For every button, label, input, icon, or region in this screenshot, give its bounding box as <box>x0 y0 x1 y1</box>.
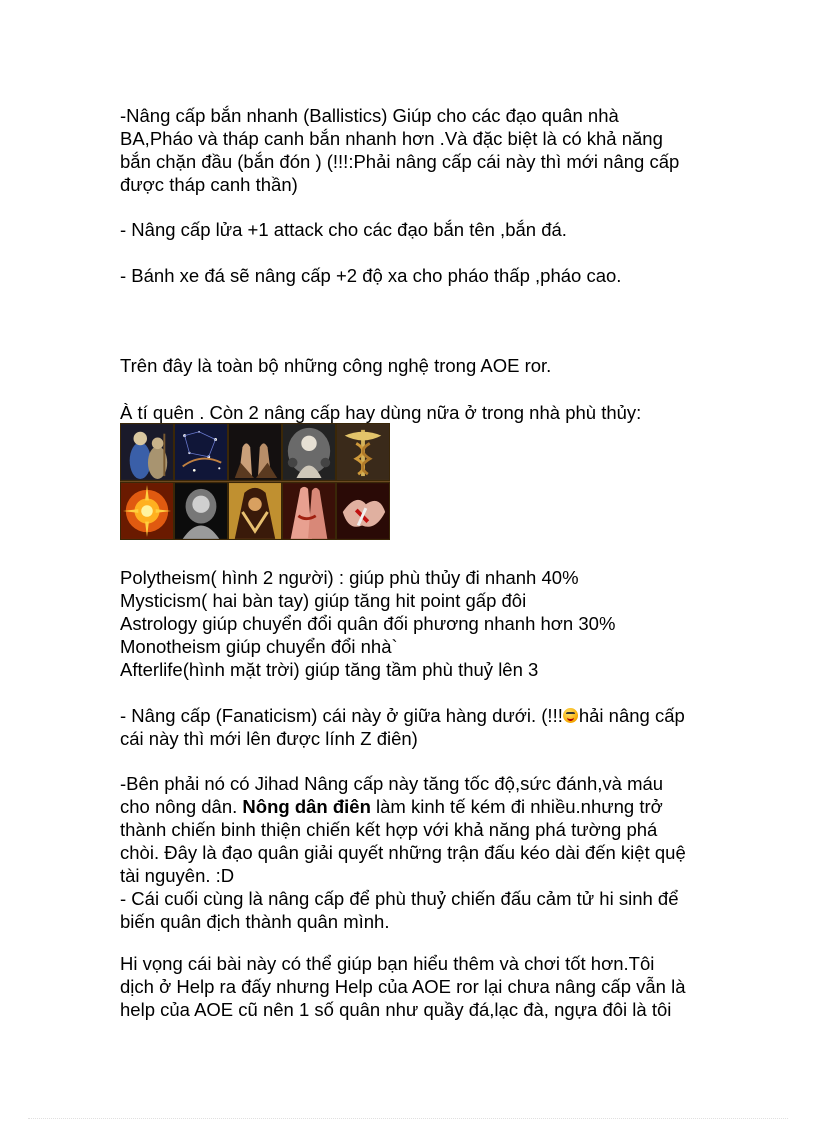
mysticism-icon <box>228 423 282 481</box>
astrology-icon <box>174 423 228 481</box>
text-line: -Nâng cấp bắn nhanh (Ballistics) Giúp cho các đạo quân nhà <box>120 105 619 126</box>
text-line: cái này thì mới lên được lính Z điên) <box>120 728 418 749</box>
temple-tech-list <box>120 566 720 681</box>
sacrifice-icon <box>282 482 336 540</box>
text-line: BA,Pháo và tháp canh bắn nhanh hơn .Và đặc biệt là có khả năng <box>120 128 663 149</box>
fanaticism-text-b: hải nâng cấp <box>578 705 685 726</box>
wheel-paragraph <box>120 264 720 287</box>
polytheism-icon <box>120 423 174 481</box>
text-line: thành chiến binh thiện chiến kết hợp với khả năng phá tường phá <box>120 819 658 840</box>
fire-paragraph <box>120 218 720 241</box>
text-line: chòi. Đây là đạo quân giải quyết những trận đấu kéo dài đến kiệt quệ <box>120 842 686 863</box>
text-line: À tí quên . Còn 2 nâng cấp hay dùng nữa ở trong nhà phù thủy: <box>120 402 642 423</box>
medicine-icon <box>336 423 390 481</box>
afterlife-icon <box>120 482 174 540</box>
text-line: Trên đây là toàn bộ những công nghệ trong AOE ror. <box>120 355 552 376</box>
text-line: - Cái cuối cùng là nâng cấp để phù thuỷ chiến đấu cảm tử hi sinh để <box>120 888 679 909</box>
text-line: - Bánh xe đá sẽ nâng cấp +2 độ xa cho pháo thấp ,pháo cao. <box>120 265 622 286</box>
text-line: dịch ở Help ra đấy nhưng Help của AOE ror lại chưa nâng cấp vẫn là <box>120 976 686 997</box>
fanaticism-icon <box>174 482 228 540</box>
text-line: bắn chặn đầu (bắn đón ) (!!!:Phải nâng cấp cái này thì mới nâng cấp <box>120 151 680 172</box>
smiley-icon <box>563 708 578 723</box>
closing-paragraph <box>120 952 720 1021</box>
text-line: -Bên phải nó có Jihad Nâng cấp này tăng tốc độ,sức đánh,và máu <box>120 773 664 794</box>
jihad-paragraph <box>120 772 720 933</box>
fanaticism-text-a: - Nâng cấp (Fanaticism) cái này ở giữa hàng dưới. (!!! <box>120 705 563 726</box>
crazy-farmer-bold: Nông dân điên <box>242 796 371 817</box>
text-line <box>120 704 720 727</box>
temple-tech-icons <box>120 423 390 540</box>
jihad-text-c: làm kinh tế kém đi nhiều.nhưng trở <box>370 796 663 817</box>
text-line: Hi vọng cái bài này có thể giúp bạn hiểu thêm và chơi tốt hơn.Tôi <box>120 953 655 974</box>
text-line: biến quân địch thành quân mình. <box>120 911 390 932</box>
fanaticism-paragraph <box>120 704 720 750</box>
list-item: Mysticism( hai bàn tay) giúp tăng hit point gấp đôi <box>120 590 527 611</box>
text-line: - Nâng cấp lửa +1 attack cho các đạo bắn tên ,bắn đá. <box>120 219 567 240</box>
list-item: Polytheism( hình 2 người) : giúp phù thủy đi nhanh 40% <box>120 567 579 588</box>
martyrdom-icon <box>336 482 390 540</box>
text-line <box>120 795 720 818</box>
ballistics-paragraph <box>120 104 720 196</box>
text-line: được tháp canh thần) <box>120 174 298 195</box>
forgot-paragraph <box>120 401 720 424</box>
monotheism-icon <box>282 423 336 481</box>
page-bottom-border <box>28 1118 788 1119</box>
summary-paragraph <box>120 354 720 377</box>
text-line: help của AOE cũ nên 1 số quân như quầy đá,lạc đà, ngựa đôi là tôi <box>120 999 672 1020</box>
list-item: Astrology giúp chuyển đổi quân đối phương nhanh hơn 30% <box>120 613 616 634</box>
jihad-icon <box>228 482 282 540</box>
list-item: Monotheism giúp chuyển đổi nhà` <box>120 636 398 657</box>
list-item: Afterlife(hình mặt trời) giúp tăng tầm phù thuỷ lên 3 <box>120 659 539 680</box>
jihad-text-a: cho nông dân. <box>120 796 243 817</box>
text-line: tài nguyên. :D <box>120 865 235 886</box>
